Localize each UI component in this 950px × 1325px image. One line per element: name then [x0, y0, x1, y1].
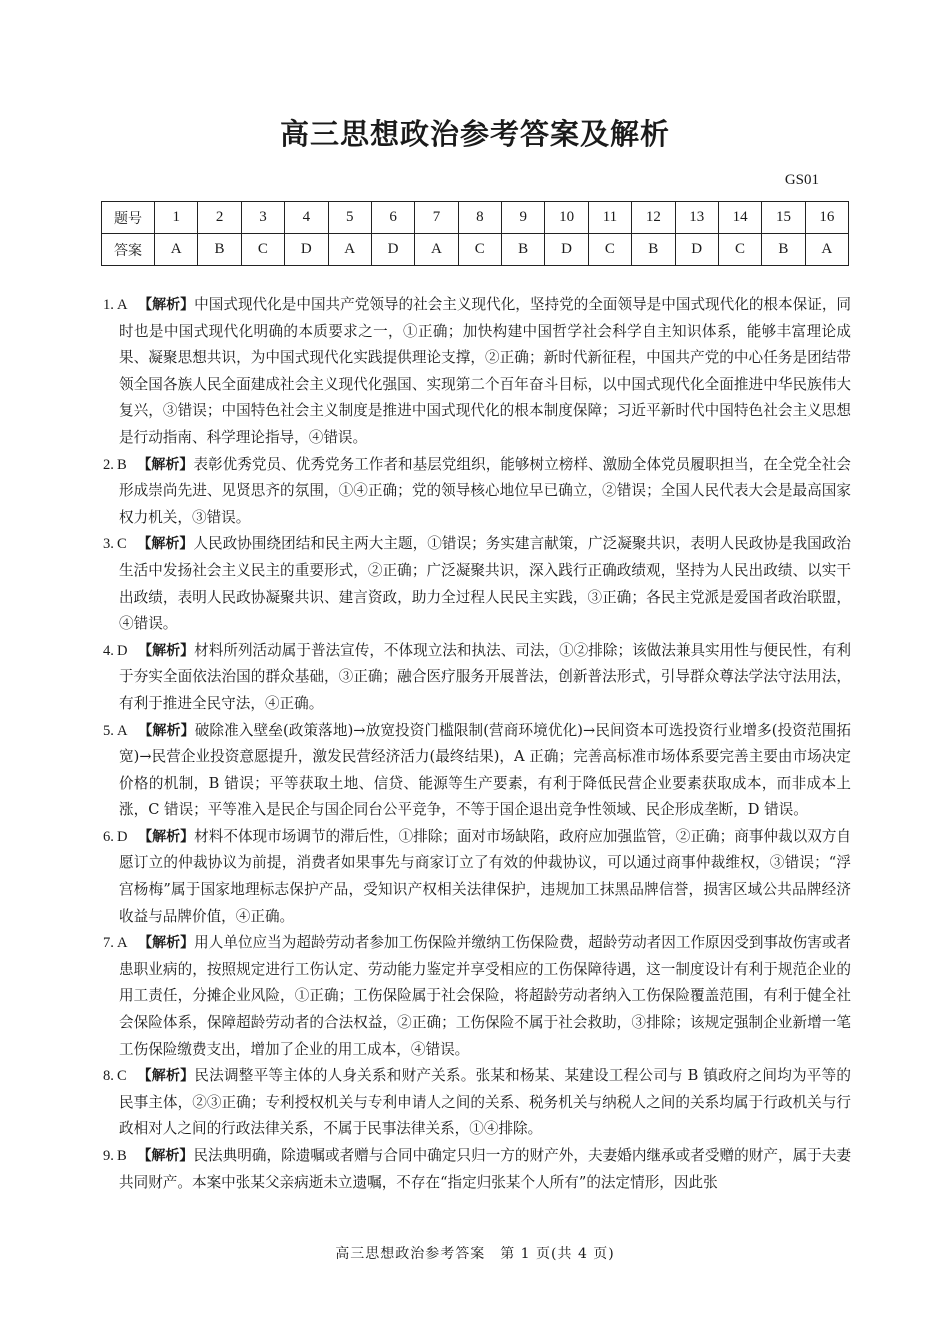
answer-cell: C	[241, 234, 284, 266]
answer-cell: D	[545, 234, 588, 266]
item-answer: A	[116, 297, 128, 313]
question-number: 2	[198, 202, 241, 234]
item-answer: A	[116, 722, 128, 739]
item-answer: C	[116, 536, 127, 553]
question-number: 16	[805, 202, 848, 234]
analysis-text: 表彰优秀党员、优秀党务工作者和基层党组织，能够树立榜样、激励全体党员履职担当，在全党全社会形成崇尚先进、见贤思齐的氛围，①④正确；党的领导核心地位早已确立，②错误；全国人民代表大会是最高国家权力机关，③错误。	[119, 455, 852, 526]
analysis-tag: 【解析】	[137, 1148, 194, 1164]
question-number: 1	[155, 202, 198, 234]
page-footer: 高三思想政治参考答案 第 1 页(共 4 页)	[335, 1246, 615, 1262]
question-number: 13	[675, 202, 718, 234]
analysis-text: 人民政协围绕团结和民主两大主题，①错误；务实建言献策，广泛凝聚共识，表明人民政协是我国政治生活中发扬社会主义民主的重要形式，②正确；广泛凝聚共识，深入践行正确政绩观，坚持为人民出政绩、以实干出政绩，表明人民政协凝聚共识、建言资政，助力全过程人民民主实践，③正确；各民主党派是爱国者政治联盟，④错误。	[119, 535, 852, 633]
analysis-text: 破除准入壁垒(政策落地)→放宽投资门槛限制(营商环境优化)→民间资本可选投资行业增多(投资范围拓宽)→民营企业投资意愿提升，激发民营经济活力(最终结果)，A 正确；完善高标准市场体系要完善主要由市场决定价格的机制，B 错误；平等获取土地、信贷、能源等生产要素，有利于降低民营企业要素获取成本，而非成本上涨，C 错误；平等准入是民企与国企同台公平竞争，不等于国企退出竞争性领域、民企形成垄断，D 错误。	[119, 721, 852, 819]
explanation-item	[103, 292, 851, 452]
paper-code: GS01	[784, 172, 819, 188]
answer-cell: B	[502, 234, 545, 266]
item-number: 5.	[103, 722, 114, 739]
question-number: 12	[632, 202, 675, 234]
answer-cell: D	[285, 234, 328, 266]
analysis-text: 民法典明确，除遗嘱或者赠与合同中确定只归一方的财产外，夫妻婚内继承或者受赠的财产，属于夫妻共同财产。本案中张某父亲病逝未立遗嘱，不存在“指定归张某个人所有”的法定情形，因此张	[119, 1147, 852, 1191]
item-answer: B	[116, 1148, 127, 1164]
answer-cell: A	[805, 234, 848, 266]
answer-cell: C	[458, 234, 501, 266]
explanation-item	[103, 1063, 851, 1143]
answer-cell: C	[718, 234, 761, 266]
question-number: 7	[415, 202, 458, 234]
analysis-tag: 【解析】	[138, 828, 195, 845]
explanation-item	[103, 531, 851, 637]
answer-row	[102, 234, 849, 266]
question-number: 14	[718, 202, 761, 234]
explanation-item	[103, 638, 851, 718]
question-number: 15	[762, 202, 805, 234]
question-number: 4	[285, 202, 328, 234]
item-number: 3.	[103, 536, 114, 553]
item-number: 7.	[103, 935, 114, 952]
question-number: 11	[588, 202, 631, 234]
explanation-item	[103, 824, 851, 930]
question-number: 5	[328, 202, 371, 234]
analysis-tag: 【解析】	[137, 456, 194, 473]
answer-cell: B	[762, 234, 805, 266]
row-label-answer: 答案	[102, 234, 155, 266]
analysis-text: 民法调整平等主体的人身关系和财产关系。张某和杨某、某建设工程公司与 B 镇政府之间均为平等的民事主体，②③正确；专利授权机关与专利申请人之间的关系、税务机关与纳税人之间的关系均属于行政机关与行政相对人之间的行政法律关系，不属于民事法律关系，①④排除。	[119, 1067, 852, 1138]
item-answer: A	[116, 935, 128, 952]
analysis-tag: 【解析】	[138, 642, 195, 659]
explanation-item	[103, 1143, 851, 1196]
item-number: 4.	[103, 642, 114, 659]
answer-table	[101, 201, 849, 266]
analysis-text: 材料所列活动属于普法宣传，不体现立法和执法、司法，①②排除；该做法兼具实用性与便民性，有利于夯实全面依法治国的群众基础，③正确；融合医疗服务开展普法，创新普法形式，引导群众尊法学法守法用法，有利于推进全民守法，④正确。	[119, 641, 852, 712]
analysis-text: 用人单位应当为超龄劳动者参加工伤保险并缴纳工伤保险费，超龄劳动者因工作原因受到事故伤害或者患职业病的，按照规定进行工伤认定、劳动能力鉴定并享受相应的工伤保障待遇，这一制度设计有利于规范企业的用工责任，分摊企业风险，①正确；工伤保险属于社会保险，将超龄劳动者纳入工伤保险覆盖范围，有利于健全社会保险体系，保障超龄劳动者的合法权益，②正确；工伤保险不属于社会救助，③排除；该规定强制企业新增一笔工伤保险缴费支出，增加了企业的用工成本，④错误。	[119, 934, 852, 1058]
analysis-tag: 【解析】	[137, 536, 194, 553]
analysis-tag: 【解析】	[138, 935, 195, 952]
answer-cell: D	[371, 234, 414, 266]
item-answer: D	[116, 828, 128, 845]
question-number: 8	[458, 202, 501, 234]
explanation-item	[103, 452, 851, 532]
question-number: 3	[241, 202, 284, 234]
explanation-list	[103, 292, 851, 1196]
page-title: 高三思想政治参考答案及解析	[279, 117, 670, 151]
question-number: 10	[545, 202, 588, 234]
answer-cell: B	[632, 234, 675, 266]
item-answer: D	[116, 642, 128, 659]
item-number: 6.	[103, 828, 114, 845]
answer-cell: A	[155, 234, 198, 266]
explanation-item	[103, 718, 851, 824]
item-number: 2.	[103, 456, 114, 473]
analysis-tag: 【解析】	[138, 722, 195, 739]
item-number: 9.	[103, 1148, 114, 1164]
answer-cell: A	[328, 234, 371, 266]
answer-cell: A	[415, 234, 458, 266]
item-answer: B	[116, 456, 127, 473]
analysis-tag: 【解析】	[137, 1068, 195, 1085]
answer-cell: C	[588, 234, 631, 266]
item-number: 8.	[103, 1068, 114, 1085]
explanation-item	[103, 930, 851, 1063]
analysis-tag: 【解析】	[138, 297, 195, 313]
question-number: 9	[502, 202, 545, 234]
answer-cell: B	[198, 234, 241, 266]
analysis-text: 中国式现代化是中国共产党领导的社会主义现代化，坚持党的全面领导是中国式现代化的根本保证，同时也是中国式现代化明确的本质要求之一，①正确；加快构建中国哲学社会科学自主知识体系，能够丰富理论成果、凝聚思想共识，为中国式现代化实践提供理论支撑，②正确；新时代新征程，中国共产党的中心任务是团结带领全国各族人民全面建成社会主义现代化强国、实现第二个百年奋斗目标，以中国式现代化全面推进中华民族伟大复兴，③错误；中国特色社会主义制度是推进中国式现代化的根本制度保障；习近平新时代中国特色社会主义思想是行动指南、科学理论指导，④错误。	[119, 296, 852, 446]
item-number: 1.	[103, 297, 114, 313]
question-number: 6	[371, 202, 414, 234]
item-answer: C	[116, 1068, 127, 1085]
analysis-text: 材料不体现市场调节的滞后性，①排除；面对市场缺陷，政府应加强监管，②正确；商事仲裁以双方自愿订立的仲裁协议为前提，消费者如果事先与商家订立了有效的仲裁协议，可以通过商事仲裁维权，③错误；“浮宫杨梅”属于国家地理标志保护产品，受知识产权相关法律保护，违规加工抹黑品牌信誉，损害区域公共品牌经济收益与品牌价值，④正确。	[119, 827, 852, 925]
answer-cell: D	[675, 234, 718, 266]
question-number-row	[102, 202, 849, 234]
row-label-number: 题号	[102, 202, 155, 234]
